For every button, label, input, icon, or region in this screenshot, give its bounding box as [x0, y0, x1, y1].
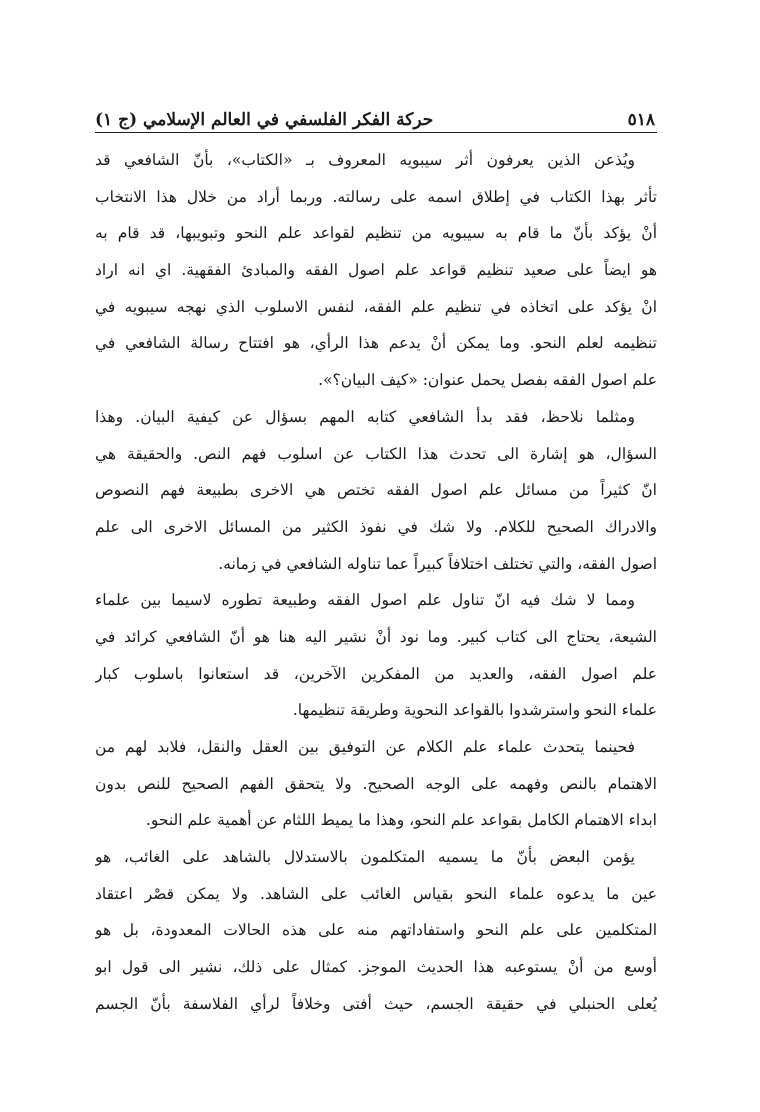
text-line: علم اصول الفقه، والعديد من المفكرين الآخرين، قد استعانوا باسلوب كبار	[95, 664, 657, 683]
running-title: حركة الفكر الفلسفي في العالم الإسلامي (ج ١)	[95, 110, 434, 130]
page-header	[95, 100, 655, 130]
page-number: ٥١٨	[627, 110, 655, 130]
text-line: الاهتمام بالنص وفهمه على الوجه الصحيح. ولا يتحقق الفهم الصحيح للنص بدون	[95, 774, 657, 793]
text-line: الشيعة، يحتاج الى كتاب كبير. وما نود أنْ نشير اليه هنا هو أنّ الشافعي كرائد في	[95, 627, 657, 646]
text-line: تأثر بهذا الكتاب في إطلاق اسمه على رسالته. وربما أراد من خلال هذا الانتخاب	[95, 187, 657, 206]
text-line: ومما لا شك فيه انّ تناول علم اصول الفقه وطبيعة تطوره لاسيما بين علماء	[95, 591, 635, 610]
text-line: أنْ يؤكد بأنّ ما قام به سيبويه من تنظيم لقواعد علم النحو وتبويبها، قد قام به	[95, 224, 657, 243]
text-line: علماء النحو واسترشدوا بالقواعد النحوية وطريقة تنظيمها.	[292, 701, 657, 720]
body-text	[95, 142, 657, 1023]
text-line: ويُذعن الذين يعرفون أثر سيبويه المعروف بـ «الكتاب»، بأنّ الشافعي قد	[95, 151, 635, 169]
text-line: المتكلمين على علم النحو واستفاداتهم منه على هذه الحالات المعدودة، بل هو	[95, 921, 657, 940]
text-line: هو ايضاً على صعيد تنظيم قواعد علم اصول الفقه والمبادئ الفقهية. اي انه اراد	[95, 261, 657, 280]
text-line: انْ يؤكد على اتخاذه في تنظيم علم الفقه، لنفس الاسلوب الذي نهجه سيبويه في	[95, 297, 657, 316]
text-line: السؤال، هو إشارة الى تحدث هذا الكتاب عن اسلوب فهم النص. والحقيقة هي	[95, 444, 657, 463]
text-line: تنظيمه لعلم النحو. وما يمكن أنْ يدعم هذا الرأي، هو افتتاح رسالة الشافعي في	[95, 334, 657, 353]
header-rule	[95, 132, 657, 133]
text-line: ومثلما نلاحظ، فقد بدأ الشافعي كتابه المهم بسؤال عن كيفية البيان. وهذا	[95, 407, 635, 426]
text-line: يؤمن البعض بأنّ ما يسميه المتكلمون بالاستدلال بالشاهد على الغائب، هو	[95, 848, 635, 867]
text-line: اصول الفقه، والتي تختلف اختلافاً كبيراً عما تناوله الشافعي في زمانه.	[218, 554, 657, 573]
text-line: علم اصول الفقه بفصل يحمل عنوان: «كيف البيان؟».	[318, 371, 657, 390]
text-line: يُعلى الحنبلي في حقيقة الجسم، حيث أفتى وخلافاً لرأي الفلاسفة بأنّ الجسم	[95, 994, 657, 1013]
text-line: عين ما يدعوه علماء النحو بقياس الغائب على الشاهد. ولا يمكن قصْر اعتقاد	[95, 884, 657, 903]
text-line: ابداء الاهتمام الكامل بقواعد علم النحو، وهذا ما يميط اللثام عن أهمية علم النحو.	[145, 811, 657, 830]
text-line: انّ كثيراً من مسائل علم اصول الفقه تختص هي الاخرى بطبيعة فهم النصوص	[95, 481, 657, 500]
text-line: أوسع من أنْ يستوعبه هذا الحديث الموجز. كمثال على ذلك، نشير الى قول ابو	[95, 958, 657, 977]
text-line: والادراك الصحيح للكلام. ولا شك في نفوذ الكثير من المسائل الاخرى الى علم	[95, 517, 657, 536]
text-line: فحينما يتحدث علماء علم الكلام عن التوفيق بين العقل والنقل، فلابد لهم من	[95, 738, 635, 756]
